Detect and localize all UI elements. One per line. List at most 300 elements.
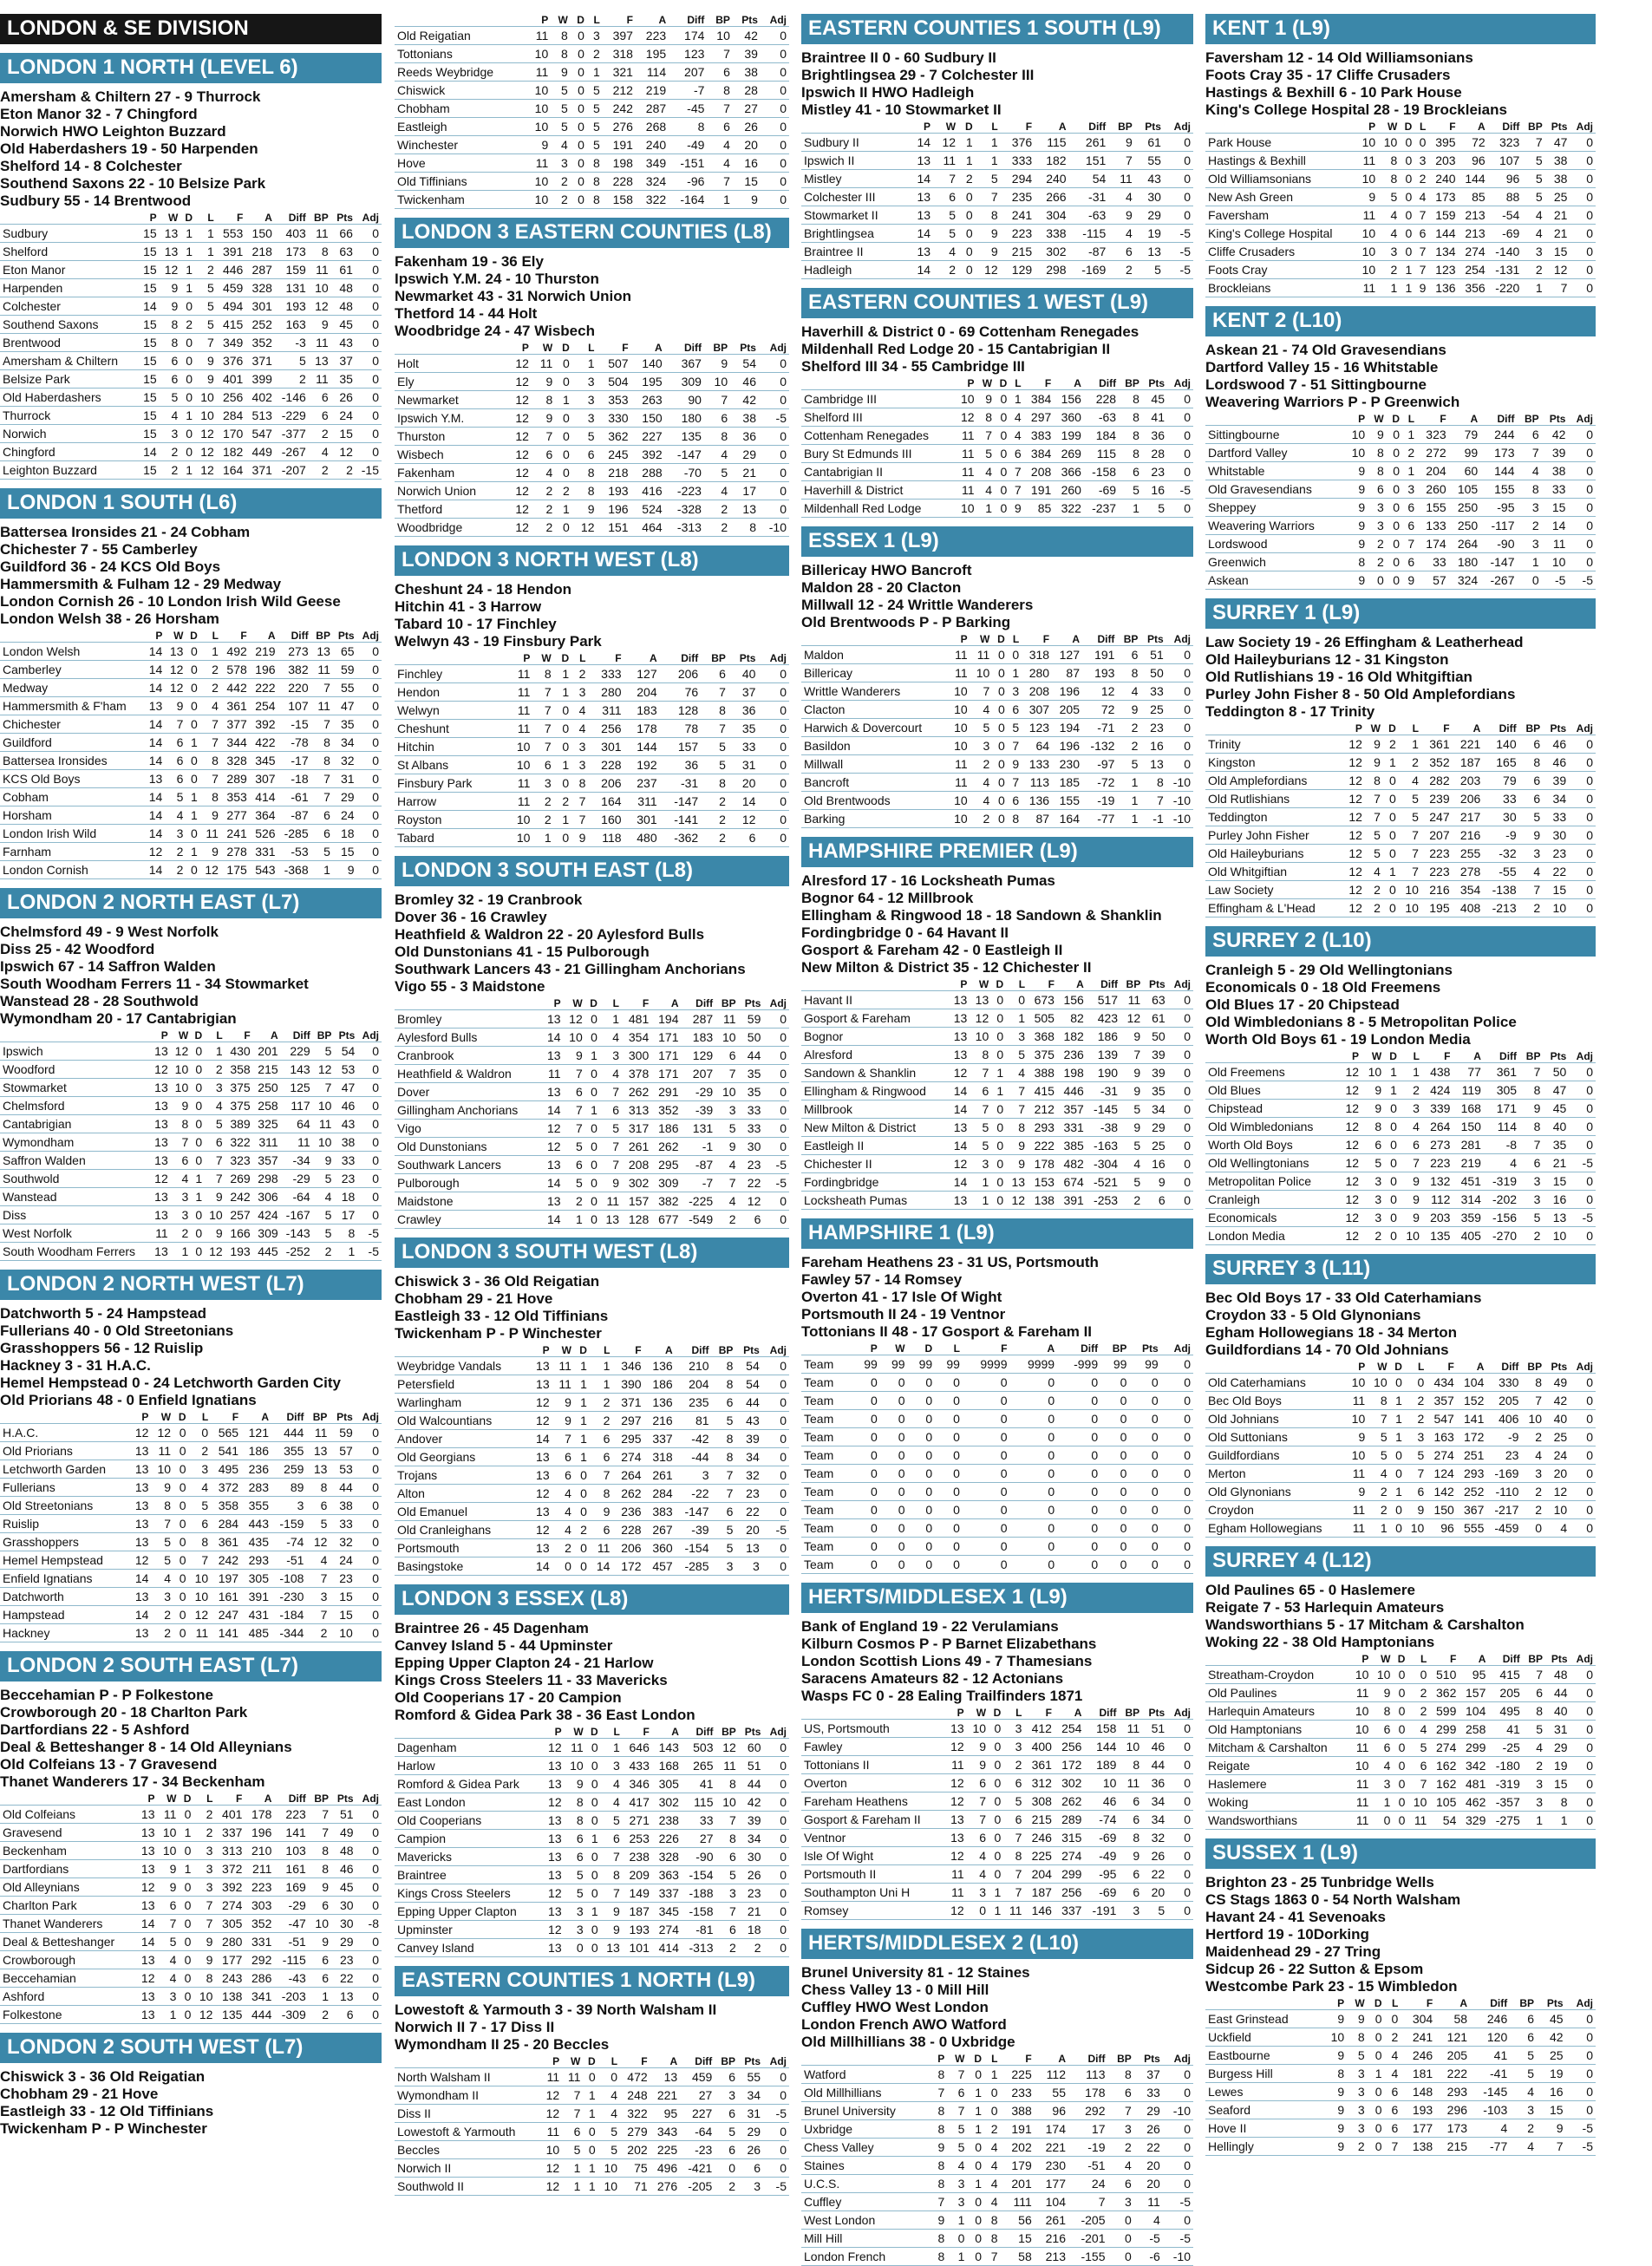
- column-header: Diff: [1502, 1653, 1520, 1665]
- column-header: W: [1387, 121, 1398, 133]
- column-header: BP: [317, 1029, 332, 1042]
- stat-cell: 12: [540, 2159, 562, 2178]
- table-row: [395, 409, 789, 428]
- stat-cell: -7: [681, 1174, 715, 1192]
- result-line: Brighton 23 - 25 Tunbridge Wells: [1205, 1874, 1434, 1891]
- table-row: [0, 1969, 382, 1988]
- stat-cell: 4: [601, 1775, 623, 1793]
- result-line: London French AWO Watford: [801, 2016, 1007, 2033]
- stat-cell: 9: [931, 2139, 948, 2157]
- stat-cell: 192: [624, 756, 660, 774]
- team-name: Cobham: [0, 788, 144, 806]
- stat-cell: 0: [1393, 1684, 1407, 1702]
- table-row: [801, 2066, 1193, 2084]
- stat-cell: 283: [241, 1479, 271, 1497]
- stat-cell: 333: [588, 665, 624, 683]
- stat-cell: 342: [1459, 1757, 1488, 1775]
- stat-cell: 8: [1368, 1392, 1389, 1410]
- stat-cell: 7: [984, 2248, 1000, 2266]
- stat-cell: 9: [1120, 1064, 1143, 1082]
- stat-cell: 8: [193, 1969, 215, 1988]
- stat-cell: 10: [1349, 1757, 1371, 1775]
- column-header: D: [577, 14, 584, 26]
- stat-cell: 284: [211, 1515, 241, 1533]
- stat-cell: 1: [601, 1739, 623, 1757]
- stat-cell: 13: [944, 1720, 966, 1738]
- table-row: [801, 1173, 1193, 1192]
- stat-cell: 279: [620, 2123, 650, 2141]
- stat-cell: 13: [136, 1988, 158, 2006]
- stat-cell: 10: [1356, 243, 1378, 261]
- stat-cell: 45: [1543, 1100, 1569, 1118]
- stat-cell: 223: [274, 1806, 308, 1824]
- team-name: Wymondham II: [395, 2086, 540, 2105]
- stat-cell: 0: [1569, 863, 1596, 881]
- team-name: Teddington: [1205, 808, 1342, 826]
- stat-cell: 11: [506, 720, 532, 738]
- team-name: Basingstoke: [395, 1557, 529, 1576]
- stat-cell: 162: [1429, 1775, 1459, 1793]
- stat-cell: 0: [761, 136, 789, 154]
- stat-cell: 272: [1417, 444, 1449, 462]
- column-header: P: [1355, 722, 1362, 735]
- stat-cell: 4: [1399, 772, 1421, 790]
- stat-cell: 29: [331, 1933, 356, 1951]
- stat-cell: 10: [1084, 1774, 1119, 1793]
- results-list: [1205, 49, 1596, 119]
- stat-cell: 0: [761, 45, 789, 63]
- stat-cell: -63: [1084, 408, 1119, 427]
- column-header: BP: [1125, 1707, 1140, 1719]
- stat-cell: 457: [644, 1557, 676, 1576]
- stat-cell: -51: [274, 1933, 308, 1951]
- stat-cell: 0: [571, 136, 587, 154]
- stat-cell: 39: [1543, 772, 1569, 790]
- stat-cell: 12: [506, 464, 532, 482]
- stat-cell: 0: [967, 2248, 984, 2266]
- stat-cell: 1: [171, 1243, 192, 1261]
- stat-cell: 42: [730, 391, 759, 409]
- stat-cell: 323: [1488, 134, 1523, 152]
- team-name: Old Paulines: [1205, 1684, 1349, 1702]
- team-name: Hackney: [0, 1624, 129, 1642]
- column-header: F: [1042, 633, 1050, 645]
- stat-cell: 174: [1035, 2120, 1068, 2139]
- stat-cell: 12: [543, 1921, 565, 1939]
- stat-cell: 355: [241, 1497, 271, 1515]
- stat-cell: 0: [1570, 152, 1596, 170]
- stat-cell: -38: [1087, 1119, 1120, 1137]
- stat-cell: 6: [704, 409, 730, 428]
- stat-cell: 252: [1457, 1483, 1487, 1501]
- stat-cell: 274: [652, 1921, 682, 1939]
- stat-cell: -5: [763, 2105, 789, 2123]
- stat-cell: 7: [200, 734, 221, 752]
- stat-cell: 61: [1135, 134, 1164, 152]
- stat-cell: 0: [1167, 500, 1193, 518]
- stat-cell: 14: [908, 134, 933, 152]
- stat-cell: 0: [908, 1556, 936, 1574]
- stat-cell: 174: [1417, 535, 1449, 553]
- stat-cell: 1: [334, 1243, 357, 1261]
- stat-cell: 9: [1143, 1173, 1167, 1192]
- stat-cell: 1: [180, 261, 195, 279]
- stat-cell: 7: [977, 427, 995, 445]
- table-row: [0, 1951, 382, 1969]
- stat-cell: 0: [1384, 1209, 1400, 1227]
- table-header-row: [1205, 722, 1596, 735]
- stat-cell: 3: [1368, 499, 1387, 517]
- table-row: [1205, 279, 1596, 297]
- stat-cell: 422: [250, 734, 278, 752]
- stat-cell: 0: [191, 1061, 205, 1079]
- stat-cell: 11: [151, 1442, 173, 1460]
- stat-cell: 0: [1368, 2010, 1385, 2028]
- stat-cell: 0: [989, 1793, 1003, 1811]
- stat-cell: 2: [180, 316, 195, 334]
- stat-cell: 115: [1035, 134, 1068, 152]
- stat-cell: 0: [179, 1897, 193, 1915]
- stat-cell: 2: [1117, 719, 1140, 737]
- stat-cell: 2: [1117, 737, 1140, 755]
- stat-cell: 33: [739, 1120, 764, 1138]
- stat-cell: 383: [644, 1503, 676, 1521]
- column-header: BP: [314, 212, 329, 224]
- result-line: Purley John Fisher 8 - 50 Old Amplefordians: [1205, 686, 1516, 702]
- column-header: P: [937, 2053, 945, 2065]
- stat-cell: 0: [1100, 1410, 1129, 1428]
- league-section-ec1s: [801, 14, 1193, 279]
- stat-cell: 14: [529, 1557, 552, 1576]
- stat-cell: 7: [601, 1884, 623, 1903]
- stat-cell: -51: [271, 1551, 306, 1570]
- stat-cell: 0: [571, 173, 587, 191]
- stat-cell: 366: [1054, 463, 1084, 481]
- team-name: Tottonians: [395, 45, 526, 63]
- stat-cell: 7: [306, 1570, 330, 1588]
- team-name: Southwark Lancers: [395, 1156, 541, 1174]
- stat-cell: 0: [1383, 826, 1399, 845]
- team-header: [1205, 722, 1342, 735]
- stat-cell: 0: [571, 154, 587, 173]
- stat-cell: 6: [1385, 2101, 1401, 2119]
- stat-cell: 12: [1339, 1227, 1361, 1245]
- stat-cell: 0: [1129, 1392, 1160, 1410]
- stat-cell: 43: [1135, 170, 1164, 188]
- stat-cell: 177: [1035, 2175, 1068, 2193]
- stat-cell: 2: [1383, 735, 1399, 754]
- stat-cell: 7: [1402, 535, 1417, 553]
- stat-cell: 14: [144, 788, 165, 806]
- stat-cell: 0: [759, 373, 789, 391]
- stat-cell: 6: [1518, 426, 1542, 444]
- stat-cell: 164: [217, 461, 246, 480]
- team-name: Dover: [395, 1083, 541, 1101]
- stat-cell: 227: [680, 2105, 715, 2123]
- stat-cell: 0: [992, 682, 1007, 701]
- team-name: U.C.S.: [801, 2175, 931, 2193]
- stat-cell: 2: [313, 1243, 335, 1261]
- stat-cell: 0: [1166, 682, 1193, 701]
- stat-cell: 202: [620, 2141, 650, 2159]
- table-row: [801, 1100, 1193, 1119]
- stat-cell: 135: [1422, 1227, 1453, 1245]
- stat-cell: 47: [1543, 1081, 1569, 1100]
- stat-cell: 4: [707, 136, 732, 154]
- stat-cell: -5: [759, 409, 789, 428]
- stat-cell: 0: [585, 1174, 600, 1192]
- stat-cell: 0: [356, 1860, 382, 1878]
- stat-cell: 4: [1365, 863, 1383, 881]
- stat-cell: 0: [852, 1410, 880, 1428]
- stat-cell: 29: [1134, 2102, 1163, 2120]
- column-header: Diff: [288, 1793, 306, 1805]
- league-table: [1205, 722, 1596, 918]
- stat-cell: 95: [1459, 1666, 1488, 1684]
- table-row: [1205, 2101, 1596, 2119]
- stat-cell: 14: [144, 679, 165, 697]
- stat-cell: -145: [1087, 1100, 1120, 1119]
- stat-cell: 0: [585, 1010, 600, 1029]
- stat-cell: -19: [1068, 2139, 1108, 2157]
- stat-cell: 8: [1117, 664, 1140, 682]
- stat-cell: 5: [1399, 790, 1421, 808]
- stat-cell: 507: [597, 355, 631, 373]
- stat-cell: 0: [179, 1878, 193, 1897]
- stat-cell: 395: [1428, 134, 1458, 152]
- stat-cell: 203: [1428, 152, 1458, 170]
- stat-cell: 51: [1142, 1720, 1167, 1738]
- table-row: [395, 1557, 789, 1576]
- stat-cell: 6: [701, 665, 728, 683]
- stat-cell: 2: [306, 1624, 330, 1642]
- stat-cell: 146: [1024, 1902, 1055, 1920]
- column-header: P: [541, 14, 549, 26]
- stat-cell: 10: [970, 664, 993, 682]
- stat-cell: 284: [644, 1485, 676, 1503]
- stat-cell: 132: [1422, 1172, 1453, 1191]
- stat-cell: 1: [970, 1173, 991, 1192]
- column-header: D: [190, 630, 198, 642]
- stat-cell: 35: [1543, 1136, 1569, 1154]
- stat-cell: 6: [1402, 499, 1417, 517]
- team-name: Worth Old Boys: [1205, 1136, 1339, 1154]
- stat-cell: 0: [935, 1519, 963, 1538]
- stat-cell: -5: [1164, 243, 1193, 261]
- team-name: Stowmarket II: [801, 206, 908, 225]
- stat-cell: 5: [587, 118, 603, 136]
- table-row: [395, 27, 789, 45]
- stat-cell: 0: [356, 1606, 382, 1624]
- stat-cell: 16: [1543, 1191, 1569, 1209]
- stat-cell: 35: [739, 1065, 764, 1083]
- stat-cell: 12: [540, 2105, 562, 2123]
- stat-cell: 28: [733, 82, 761, 100]
- stat-cell: 0: [1383, 845, 1399, 863]
- team-name: Park House: [1205, 134, 1356, 152]
- column-header: Diff: [292, 1029, 310, 1042]
- table-row: [0, 1061, 382, 1079]
- stat-cell: 11: [1346, 1501, 1368, 1519]
- league-table: [0, 1029, 382, 1261]
- stat-cell: -344: [271, 1624, 306, 1642]
- stat-cell: 8: [704, 428, 730, 446]
- table-row: [0, 1588, 382, 1606]
- stat-cell: 360: [1054, 408, 1084, 427]
- stat-cell: -521: [1087, 1173, 1120, 1192]
- stat-cell: 9: [565, 1775, 586, 1793]
- stat-cell: 3: [165, 825, 186, 843]
- column-header: P: [960, 978, 968, 990]
- column-header: W: [1374, 413, 1384, 425]
- stat-cell: 215: [1435, 2138, 1470, 2156]
- stat-cell: 11: [526, 27, 551, 45]
- league-title: LONDON 1 NORTH (LEVEL 6): [0, 53, 382, 83]
- stat-cell: 215: [1001, 243, 1035, 261]
- stat-cell: 0: [763, 1065, 789, 1083]
- stat-cell: 8: [334, 1224, 357, 1243]
- stat-cell: 34: [1142, 1793, 1167, 1811]
- stat-cell: 0: [935, 1501, 963, 1519]
- table-row: [395, 118, 789, 136]
- stat-cell: 6: [1008, 792, 1022, 810]
- stat-cell: 0: [357, 1115, 382, 1133]
- stat-cell: 6: [1523, 1684, 1545, 1702]
- column-header: BP: [1519, 1997, 1535, 2009]
- stat-cell: 0: [189, 1424, 212, 1442]
- stat-cell: 311: [588, 702, 624, 720]
- stat-cell: 9: [1008, 755, 1022, 774]
- stat-cell: 0: [356, 1460, 382, 1479]
- stat-cell: 5: [311, 843, 333, 861]
- stat-cell: 5: [598, 2123, 620, 2141]
- stat-cell: 9: [552, 1394, 574, 1412]
- stat-cell: 0: [173, 1624, 188, 1642]
- stat-cell: -147: [676, 1503, 712, 1521]
- stat-cell: 257: [225, 1206, 253, 1224]
- stat-cell: 273: [1422, 1136, 1453, 1154]
- stat-cell: 4: [704, 482, 730, 500]
- stat-cell: 13: [1140, 755, 1166, 774]
- team-name: Alresford: [801, 1046, 948, 1064]
- stat-cell: 9999: [963, 1355, 1010, 1374]
- stat-cell: 7: [1368, 1410, 1389, 1428]
- column-header: D: [562, 342, 570, 354]
- stat-cell: 0: [1006, 991, 1028, 1009]
- stat-cell: 0: [991, 991, 1006, 1009]
- column-header: A: [671, 1726, 679, 1738]
- table-row: [801, 1374, 1193, 1392]
- team-name: North Walsham II: [395, 2068, 540, 2086]
- league-section-hm1: [801, 1583, 1193, 1920]
- stat-cell: 0: [356, 1933, 382, 1951]
- stat-cell: 4: [967, 1847, 989, 1865]
- stat-cell: 7: [205, 1152, 225, 1170]
- stat-cell: 8: [565, 1793, 586, 1812]
- stat-cell: 10: [1543, 899, 1569, 918]
- table-row: [395, 1174, 789, 1192]
- stat-cell: 12: [195, 443, 217, 461]
- stat-cell: 513: [245, 407, 275, 425]
- stat-cell: 0: [357, 1079, 382, 1097]
- table-row: [1205, 1684, 1596, 1702]
- stat-cell: 7: [313, 1079, 335, 1097]
- table-row: [801, 390, 1193, 408]
- league-section-s3: [1205, 1254, 1596, 1538]
- stat-cell: 22: [739, 1174, 764, 1192]
- stat-cell: -159: [271, 1515, 306, 1533]
- stat-cell: 7: [200, 770, 221, 788]
- stat-cell: 0: [1384, 1118, 1400, 1136]
- team-name: Old Caterhamians: [1205, 1374, 1346, 1392]
- stat-cell: 13: [948, 991, 970, 1009]
- stat-cell: 16: [733, 154, 761, 173]
- league-section-k2: [1205, 306, 1596, 590]
- team-name: Farnham: [0, 843, 144, 861]
- table-row: [0, 261, 382, 279]
- stat-cell: 7: [552, 1430, 574, 1448]
- stat-cell: 8: [587, 173, 603, 191]
- stat-cell: 0: [1163, 2211, 1193, 2230]
- stat-cell: 15: [1537, 2101, 1566, 2119]
- team-header: [801, 978, 948, 991]
- stat-cell: 30: [1135, 188, 1164, 206]
- stat-cell: 40: [728, 665, 759, 683]
- team-name: Thurrock: [0, 407, 138, 425]
- stat-cell: 0: [763, 1192, 789, 1211]
- table-row: [1205, 1118, 1596, 1136]
- stat-cell: 11: [1346, 1519, 1368, 1538]
- league-title: SURREY 3 (L11): [1205, 1254, 1596, 1284]
- result-line: Fullerians 40 - 0 Old Streetonians: [0, 1322, 234, 1339]
- team-header: [0, 1793, 136, 1806]
- stat-cell: 0: [967, 2139, 984, 2157]
- stat-cell: 32: [1142, 1829, 1167, 1847]
- stat-cell: 406: [1486, 1410, 1521, 1428]
- team-name: Seaford: [1205, 2101, 1322, 2119]
- stat-cell: -146: [275, 389, 309, 407]
- stat-cell: 4: [977, 481, 995, 500]
- team-name: Hastings & Bexhill: [1205, 152, 1356, 170]
- stat-cell: 5: [1003, 1793, 1024, 1811]
- stat-cell: 11: [1349, 1812, 1371, 1830]
- stat-cell: 14: [136, 1933, 158, 1951]
- team-name: Haslemere: [1205, 1775, 1349, 1793]
- stat-cell: 178: [1028, 1155, 1057, 1173]
- stat-cell: 6: [309, 1897, 331, 1915]
- stat-cell: 5: [151, 1551, 173, 1570]
- stat-cell: 1: [574, 1394, 590, 1412]
- stat-cell: 0: [758, 811, 789, 829]
- stat-cell: 0: [565, 1939, 586, 1957]
- stat-cell: 9: [1117, 701, 1140, 719]
- stat-cell: 357: [253, 1152, 281, 1170]
- stat-cell: 51: [1140, 646, 1166, 664]
- stat-cell: 278: [221, 843, 250, 861]
- stat-cell: 96: [1459, 152, 1488, 170]
- stat-cell: 1: [200, 643, 221, 661]
- team-name: US, Portsmouth: [801, 1720, 944, 1738]
- stat-cell: 0: [1569, 754, 1596, 772]
- stat-cell: 11: [506, 793, 532, 811]
- stat-cell: 13: [129, 1533, 152, 1551]
- stat-cell: 0: [762, 1485, 789, 1503]
- stat-cell: 12: [506, 428, 532, 446]
- stat-cell: 9: [1347, 2010, 1368, 2028]
- stat-cell: 34: [333, 734, 357, 752]
- stat-cell: 0: [763, 1138, 789, 1156]
- table-row: [395, 1065, 789, 1083]
